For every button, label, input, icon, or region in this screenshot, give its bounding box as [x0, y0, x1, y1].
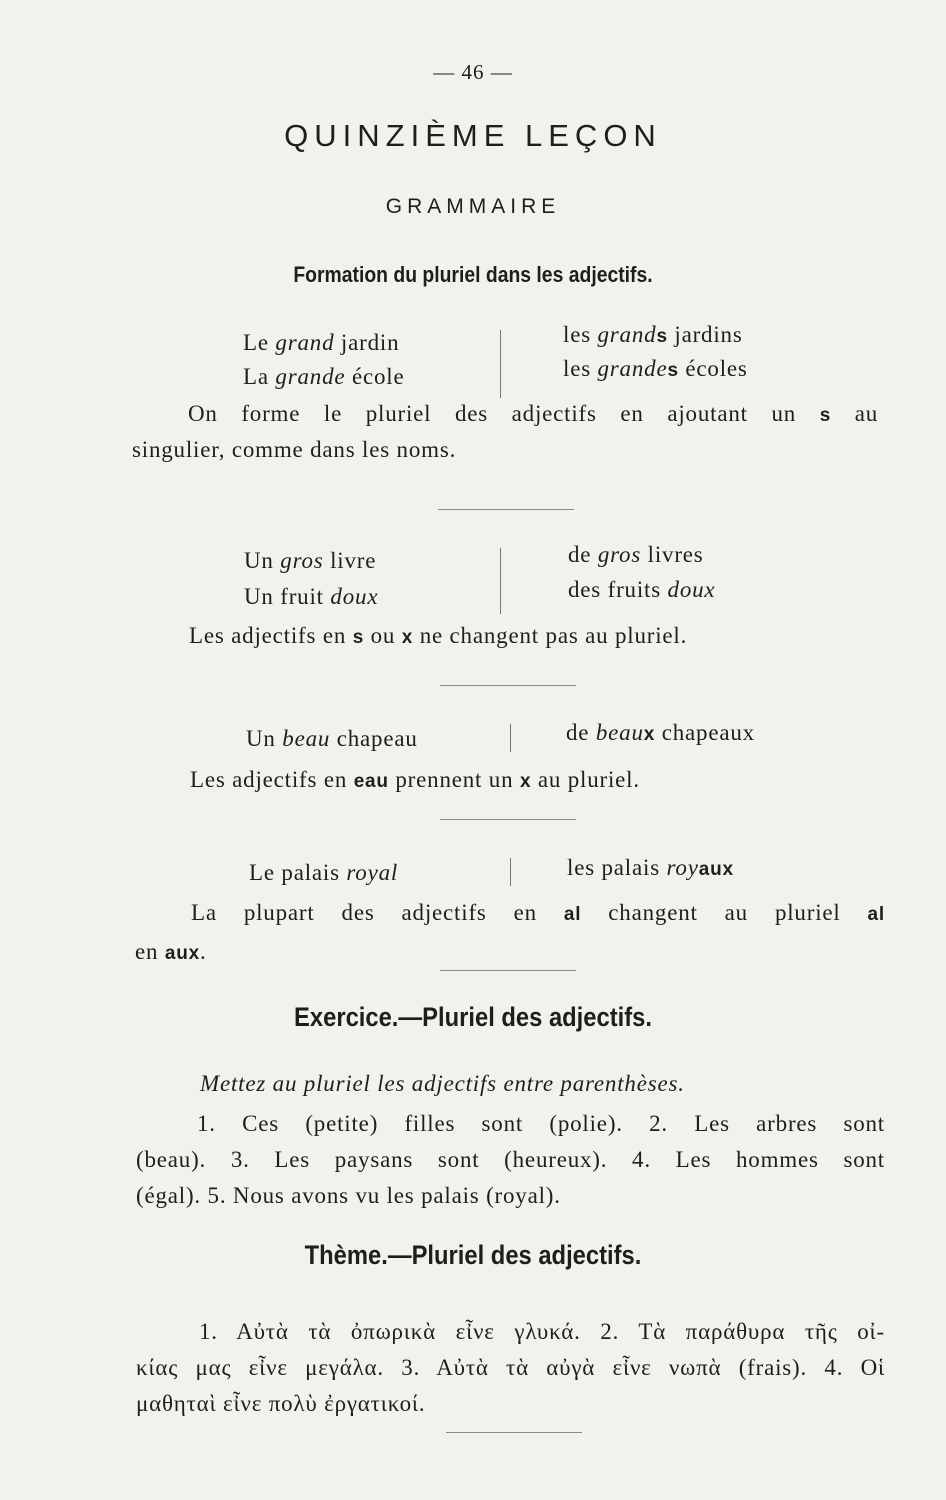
separator-4 [440, 970, 576, 971]
lesson-title: QUINZIÈME LEÇON [284, 118, 662, 153]
column-divider [510, 724, 511, 752]
column-divider [500, 330, 501, 398]
theme-line-2: κίας μας εἶνε μεγάλα. 3. Αὐτὰ τὰ αὐγὰ εἶνε νωπὰ (frais). 4. Οἱ [136, 1355, 885, 1380]
example-plural-6: les palais royaux [567, 855, 734, 880]
separator-2 [440, 685, 576, 686]
example-plural-1: les grands jardins [563, 322, 743, 347]
separator-3 [440, 819, 576, 820]
page-number: — 46 — [433, 60, 513, 84]
example-singular-1: Le grand jardin [243, 330, 400, 355]
example-plural-3: de gros livres [568, 542, 704, 567]
example-singular-6: Le palais royal [249, 860, 399, 885]
rule-text-1b: singulier, comme dans les noms. [132, 437, 457, 462]
theme-heading: Thème.—Pluriel des adjectifs. [304, 1240, 642, 1270]
exercise-heading: Exercice.—Pluriel des adjectifs. [294, 1002, 652, 1032]
rule-text-2: Les adjectifs en s ou x ne changent pas au pluriel. [189, 623, 688, 648]
column-divider [510, 858, 511, 886]
grammar-heading: Formation du pluriel dans les adjectifs. [293, 262, 653, 287]
column-divider [500, 548, 501, 614]
theme-line-1: 1. Αὐτὰ τὰ ὀπωρικὰ εἶνε γλυκά. 2. Τὰ παράθυρα τῆς οἰ- [199, 1319, 885, 1344]
example-singular-5: Un beau chapeau [246, 726, 418, 751]
exercise-instruction: Mettez au pluriel les adjectifs entre parenthèses. [200, 1071, 685, 1096]
separator-1 [438, 509, 574, 510]
exercise-line-1: 1. Ces (petite) filles sont (polie). 2. Les arbres sont [197, 1111, 885, 1136]
example-plural-4: des fruits doux [568, 577, 716, 602]
theme-line-3: μαθηταὶ εἶνε πολὺ ἐργατικοί. [136, 1391, 426, 1416]
exercise-line-2: (beau). 3. Les paysans sont (heureux). 4. Les hommes sont [136, 1147, 885, 1172]
separator-5 [446, 1432, 582, 1433]
example-singular-4: Un fruit doux [244, 584, 379, 609]
exercise-line-3: (égal). 5. Nous avons vu les palais (royal). [136, 1183, 561, 1208]
example-plural-2: les grandes écoles [563, 356, 748, 381]
rule-text-1a: On forme le pluriel des adjectifs en ajoutant un s au [188, 401, 878, 426]
rule-text-4b: en aux. [135, 939, 207, 964]
example-plural-5: de beaux chapeaux [566, 720, 755, 745]
section-title: GRAMMAIRE [385, 195, 561, 218]
rule-text-3: Les adjectifs en eau prennent un x au pluriel. [190, 767, 640, 792]
rule-text-4a: La plupart des adjectifs en al changent au pluriel al [191, 900, 885, 925]
example-singular-3: Un gros livre [244, 548, 377, 573]
example-singular-2: La grande école [243, 364, 405, 389]
